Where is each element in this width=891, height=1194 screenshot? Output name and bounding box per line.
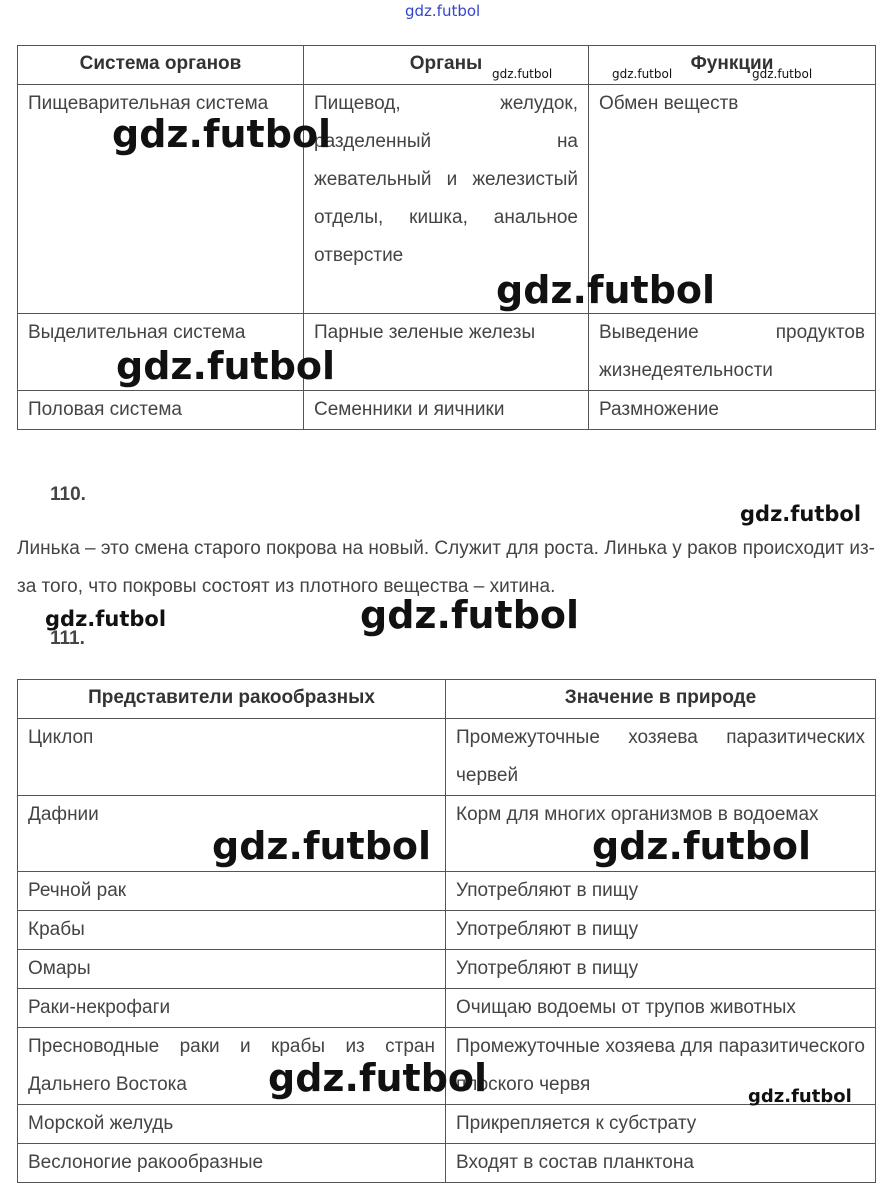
watermark: gdz.futbol: [268, 1056, 488, 1100]
watermark: gdz.futbol: [752, 67, 813, 81]
cell-text: Семенники и яичники: [314, 399, 505, 420]
table-row: [18, 950, 876, 989]
table-cell: [446, 911, 876, 950]
table-cell: [304, 391, 589, 430]
table-cell: [446, 950, 876, 989]
cell-text: Размножение: [599, 399, 719, 420]
section-111-number: 111.: [50, 628, 85, 649]
cell-text: Употребляют в пищу: [456, 919, 639, 940]
header-cell: Органы: [304, 46, 589, 85]
table-header-row: [18, 46, 876, 85]
header-cell: Функции: [589, 46, 876, 85]
table-cell: [18, 872, 446, 911]
table-cell: [589, 391, 876, 430]
table-cell: [18, 719, 446, 796]
cell-text: Прикрепляется к субстрату: [456, 1113, 697, 1134]
cell-text: Пищеварительная система: [28, 93, 269, 114]
cell-text: Половая система: [28, 399, 182, 420]
cell-text: Раки-некрофаги: [28, 997, 171, 1018]
watermark: gdz.futbol: [496, 268, 716, 312]
table-cell: [446, 989, 876, 1028]
cell-text: Веслоногие ракообразные: [28, 1152, 264, 1173]
table-row: [18, 719, 876, 796]
cell-text: Обмен веществ: [599, 93, 739, 114]
table-cell: [446, 872, 876, 911]
cell-text: Очищаю водоемы от трупов животных: [456, 997, 796, 1018]
watermark: gdz.futbol: [112, 112, 332, 156]
header-cell: Представители ракообразных: [18, 680, 446, 719]
table-cell: [446, 1105, 876, 1144]
table-cell: [18, 989, 446, 1028]
header-cell: Значение в природе: [446, 680, 876, 719]
table-row: [18, 989, 876, 1028]
header-watermark: gdz.futbol: [405, 2, 481, 20]
cell-text: Речной рак: [28, 880, 127, 901]
watermark: gdz.futbol: [116, 344, 336, 388]
table-row: [18, 872, 876, 911]
table-cell: [18, 911, 446, 950]
table-cell: [18, 1144, 446, 1183]
header-cell: Система органов: [18, 46, 304, 85]
watermark: gdz.futbol: [492, 67, 553, 81]
cell-text: Морской желудь: [28, 1113, 174, 1134]
cell-text: Употребляют в пищу: [456, 880, 639, 901]
cell-text: Циклоп: [28, 727, 94, 748]
section-110-text: Линька – это смена старого покрова на новый. Служит для роста. Линька у раков происходит из-за того, что покровы состоят из плотного вещества – хитина.: [17, 538, 875, 597]
cell-text: Пищевод, желудок, разделенный на жевательный и железистый отделы, кишка, анальное отверстие: [314, 93, 578, 266]
cell-text: Парные зеленые железы: [314, 322, 536, 343]
table-cell: [18, 950, 446, 989]
table-row: [18, 1144, 876, 1183]
watermark: gdz.futbol: [45, 607, 167, 631]
cell-text: Употребляют в пищу: [456, 958, 639, 979]
table-cell: [446, 719, 876, 796]
watermark: gdz.futbol: [612, 67, 673, 81]
watermark: gdz.futbol: [212, 824, 432, 868]
table-cell: [18, 1105, 446, 1144]
cell-text: Корм для многих организмов в водоемах: [456, 804, 819, 825]
cell-text: Выведение продуктов жизнедеятельности: [599, 322, 865, 381]
watermark: gdz.futbol: [360, 593, 580, 637]
crustaceans-table: [17, 679, 876, 1183]
table-cell: [18, 391, 304, 430]
table-cell: [589, 314, 876, 391]
cell-text: Входят в состав планктона: [456, 1152, 694, 1173]
table-header-row: [18, 680, 876, 719]
cell-text: Промежуточные хозяева для паразитического плоского червя: [456, 1036, 865, 1095]
watermark: gdz.futbol: [740, 502, 862, 526]
table-cell: [446, 1144, 876, 1183]
table-cell: [304, 314, 589, 391]
cell-text: Выделительная система: [28, 322, 246, 343]
table-row: [18, 391, 876, 430]
cell-text: Омары: [28, 958, 91, 979]
cell-text: Крабы: [28, 919, 85, 940]
watermark: gdz.futbol: [748, 1086, 852, 1107]
cell-text: Пресноводные раки и крабы из стран Дальнего Востока: [28, 1036, 435, 1095]
watermark: gdz.futbol: [592, 824, 812, 868]
section-110-number: 110.: [50, 484, 86, 505]
table-row: [18, 911, 876, 950]
table-row: [18, 1105, 876, 1144]
cell-text: Промежуточные хозяева паразитических червей: [456, 727, 865, 786]
cell-text: Дафнии: [28, 804, 99, 825]
